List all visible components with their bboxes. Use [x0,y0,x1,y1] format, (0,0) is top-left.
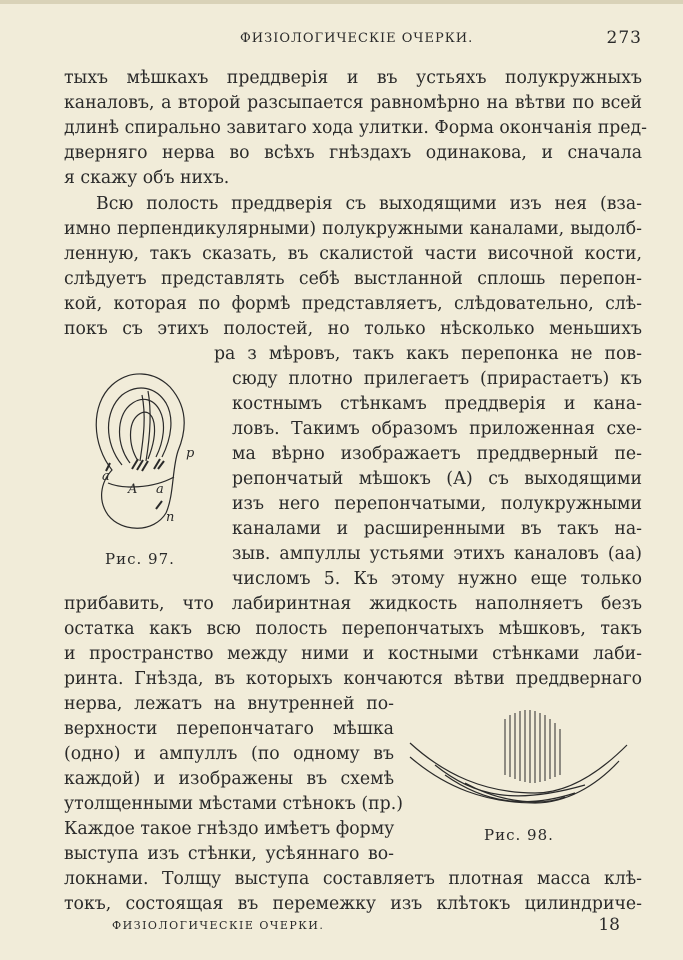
figure-98-nerve-nest-diagram [405,705,635,825]
text-line: утолщенными мѣстами стѣнокъ (пр.) [64,794,403,814]
text-line: (одно) и ампуллъ (по одному въ [64,744,394,764]
text-line: локнами. Толщу выступа составляетъ плотная масса клѣ- [64,869,642,889]
page-header [64,28,642,52]
text-line: нерва, лежатъ на внутренней по- [64,694,394,714]
text-line: остатка какъ всю полость перепончатыхъ мѣшковъ, такъ [64,619,642,639]
text-line: дверняго нерва во всѣхъ гнѣздахъ одинакова, и сначала [64,143,642,163]
text-line: ринта. Гнѣзда, въ которыхъ кончаются вѣтви преддвернаго [64,669,642,689]
text-line: костнымъ стѣнкамъ преддверія и кана- [232,394,642,414]
text-line: прибавить, что лабиринтная жидкость наполняетъ безъ [64,594,642,614]
figure-97-labyrinth-diagram [82,365,210,535]
text-line: зыв. ампуллы устьями этихъ каналовъ (аа) [232,544,642,564]
label-a-right: a [156,482,164,497]
text-line: репончатый мѣшокъ (А) съ выходящими [232,469,642,489]
text-line: токъ, состоящая въ перемежку изъ клѣтокъ цилиндриче- [64,894,642,914]
page-footer [64,915,642,939]
label-p: p [186,446,195,461]
text-line: верхности перепончатаго мѣшка [64,719,394,739]
text-line: сюду плотно прилегаетъ (прирастаетъ) къ [232,369,642,389]
text-line: и пространство между ними и костными стѣнками лаби- [64,644,642,664]
printer-signature: ФИЗIОЛОГИЧЕСКIЕ ОЧЕРКИ. [112,919,325,932]
figure-98-caption: Рис. 98. [484,826,554,844]
label-a-left: a [102,469,110,484]
text-line: Всю полость преддверія съ выходящими изъ нея (вза- [96,194,642,214]
text-line: я скажу объ нихъ. [64,168,230,188]
text-line: кой, которая по формѣ представляетъ, слѣдовательно, слѣ- [64,294,642,314]
sheet-number: 18 [598,915,620,935]
page-number: 273 [606,28,642,48]
label-n: n [166,510,175,525]
text-line: имно перпендикулярными) полукружными каналами, выдолб- [64,219,642,239]
text-line: числомъ 5. Къ этому нужно еще только [232,569,642,589]
text-line: каналовъ, а второй разсыпается равномѣрно на вѣтви по всей [64,93,642,113]
text-line: ловъ. Такимъ образомъ приложенная схе- [232,419,642,439]
page-edge [0,0,683,4]
running-title: ФИЗIОЛОГИЧЕСКIЕ ОЧЕРКИ. [240,31,474,46]
text-line: слѣдуетъ представлять себѣ выстланной сплошь перепон- [64,269,642,289]
text-line: изъ него перепончатыми, полукружными [232,494,642,514]
text-line: выступа изъ стѣнки, усѣяннаго во- [64,844,394,864]
text-line: Каждое такое гнѣздо имѣетъ форму [64,819,395,839]
text-line: тыхъ мѣшкахъ преддверія и въ устьяхъ полукружныхъ [64,68,642,88]
text-line: ма вѣрно изображаетъ преддверный пе- [232,444,642,464]
text-line: покъ съ этихъ полостей, но только нѣсколько меньшихъ [64,319,642,339]
label-A: A [128,482,138,497]
figure-97-caption: Рис. 97. [105,550,175,568]
text-line: длинѣ спирально завитаго хода улитки. Форма окончанія пред- [64,118,647,138]
text-line: каждой) и изображены въ схемѣ [64,769,394,789]
text-line: ленную, такъ сказать, въ скалистой части височной кости, [64,244,642,264]
text-line: каналами и расширенными въ такъ на- [232,519,642,539]
text-line: ра з мѣровъ, такъ какъ перепонка не пов- [214,344,642,364]
